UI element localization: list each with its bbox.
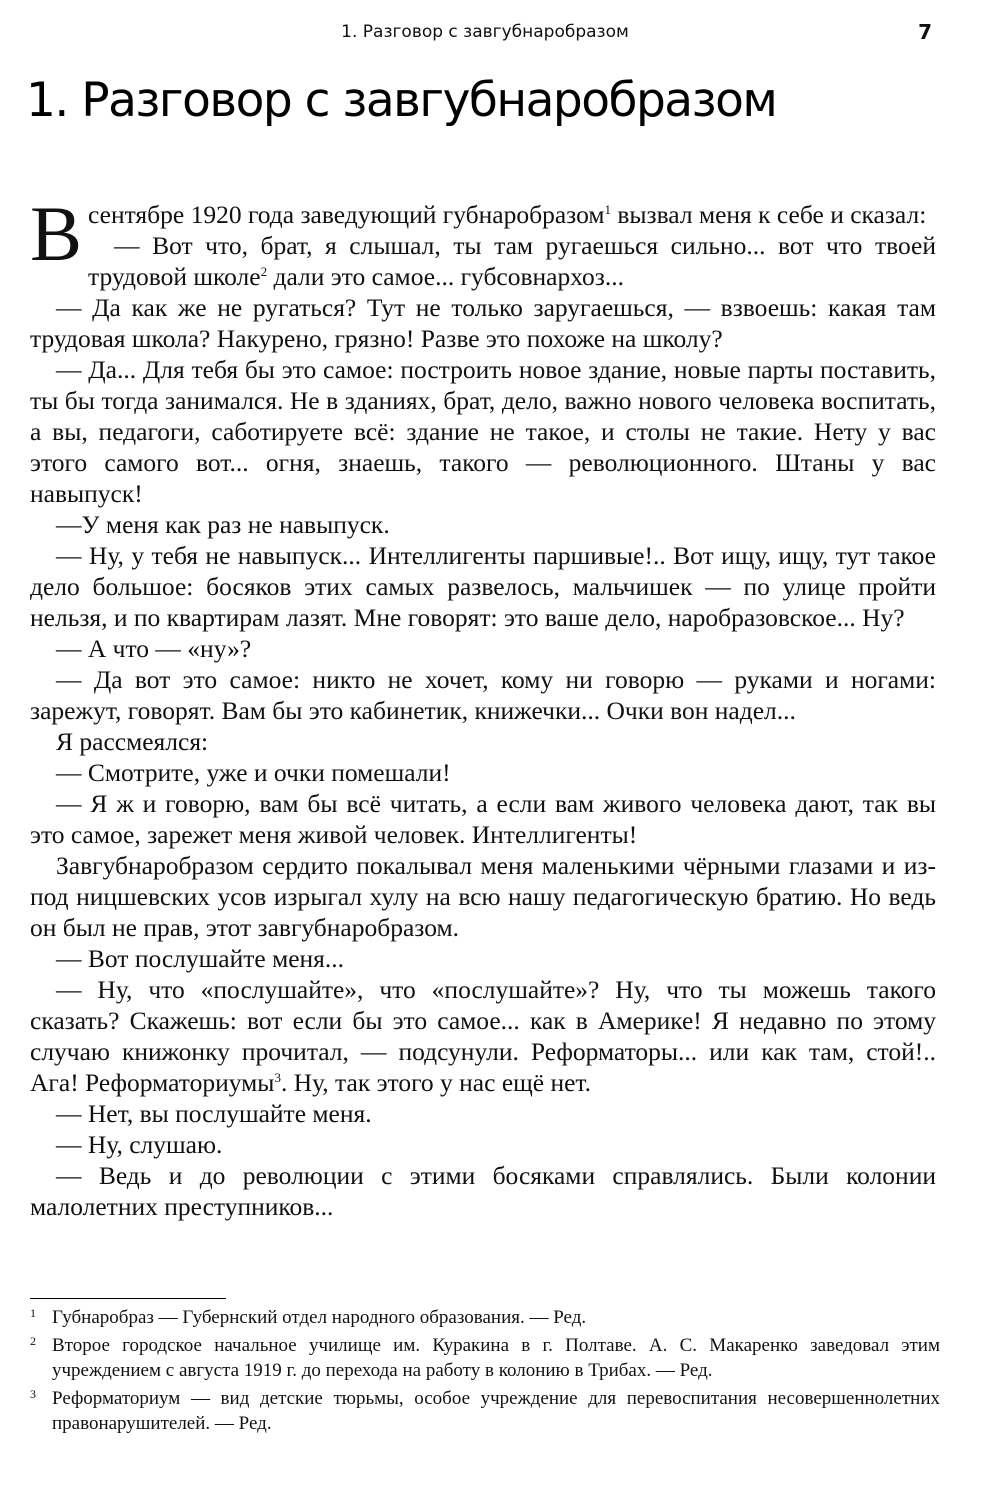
- paragraph: — Нет, вы послушайте меня.: [56, 1099, 372, 1128]
- paragraph: Завгубнаробразом сердито покалывал меня маленькими чёрными глазами и из-под ницшевских усов изрыгал хулу на всю нашу педагогическую братию. Но ведь он был не прав, этот завгубнаробразом.: [30, 851, 936, 942]
- paragraph: —У меня как раз не навыпуск.: [56, 510, 390, 539]
- footnote-mark: 2: [30, 1334, 36, 1348]
- paragraph: — Ведь и до революции с этими босяками справлялись. Были колонии малолетних преступников...: [30, 1161, 936, 1221]
- drop-cap: В: [30, 190, 83, 277]
- paragraph: — Ну, что «послушайте», что «послушайте»? Ну, что ты можешь такого сказать? Скажешь: вот если бы это самое... как в Америке! Я недавно по этому случаю книжонку прочитал, — подсунули. Реформаторы... или как там, стой!.. Ага! Реформаториумы$^3$. Ну, так этого у нас ещё нет.: [30, 975, 936, 1097]
- paragraph: — Смотрите, уже и очки помешали!: [56, 758, 451, 787]
- footnote-divider: [30, 1298, 226, 1299]
- running-title: 1. Разговор с завгубнаробразом: [341, 22, 629, 42]
- footnote-ref[interactable]: 1: [604, 202, 611, 217]
- paragraph: — Да вот это самое: никто не хочет, кому ни говорю — руками и ногами: зарежут, говорят. Вам бы это кабинетик, книжечки... Очки вон надел...: [30, 665, 936, 725]
- paragraph: — А что — «ну»?: [56, 634, 252, 663]
- footnote: [30, 1333, 940, 1383]
- footnote-mark: 1: [30, 1306, 36, 1320]
- footnote-ref[interactable]: 2: [260, 264, 268, 279]
- paragraph: — Да... Для тебя бы это самое: построить новое здание, новые парты поставить, ты бы тогда занимался. Не в зданиях, брат, дело, важно нового человека воспитать, а вы, педагоги, саботируете всё: здание не такое, и столы не такие. Нету у вас этого самого вот... огня, знаешь, такого — революционного. Штаны у вас навыпуск!: [30, 355, 936, 508]
- footnotes: [30, 1305, 940, 1439]
- footnote: [30, 1386, 940, 1436]
- paragraph: Всентябре 1920 года заведующий губнаробразом$^1$ вызвал меня к себе и сказал:: [30, 190, 927, 277]
- footnote-text: Второе городское начальное училище им. Куракина в г. Полтаве. А. С. Макаренко заведовал этим учреждением с августа 1919 г. до перехода на работу в колонию в Трибах. — Ред.: [52, 1335, 940, 1381]
- paragraph: — Вот послушайте меня...: [56, 944, 345, 973]
- paragraph: — Ну, слушаю.: [56, 1130, 223, 1159]
- body-text: [30, 190, 936, 1222]
- footnote-text: Губнаробраз — Губернский отдел народного образования. — Ред.: [52, 1307, 587, 1328]
- footnote-ref[interactable]: 3: [274, 1070, 281, 1085]
- footnote-text: Реформаториум — вид детские тюрьмы, особое учреждение для перевоспитания несовершеннолетних правонарушителей. — Ред.: [52, 1388, 940, 1434]
- chapter-title: 1. Разговор с завгубнаробразом: [26, 73, 777, 128]
- running-head: [30, 20, 940, 50]
- footnote: [30, 1305, 940, 1330]
- paragraph: — Я ж и говорю, вам бы всё читать, а если вам живого человека дают, так вы это самое, зарежет меня живой человек. Интеллигенты!: [30, 789, 936, 849]
- paragraph: — Вот что, брат, я слышал, ты там ругаешься сильно... вот что твоей трудовой школе$^2$ дали это самое... губсовнархоз...: [88, 231, 936, 291]
- footnote-mark: 3: [30, 1387, 36, 1401]
- paragraph: — Ну, у тебя не навыпуск... Интеллигенты паршивые!.. Вот ищу, ищу, тут такое дело большое: босяков этих самых развелось, мальчишек — по улице пройти нельзя, и по квартирам лазят. Мне говорят: это ваше дело, наробразовское... Ну?: [30, 541, 936, 632]
- paragraph: — Да как же не ругаться? Тут не только заругаешься, — взвоешь: какая там трудовая школа? Накурено, грязно! Разве это похоже на школу?: [30, 293, 936, 353]
- paragraph: Я рассмеялся:: [56, 727, 209, 756]
- page-number: 7: [918, 20, 932, 44]
